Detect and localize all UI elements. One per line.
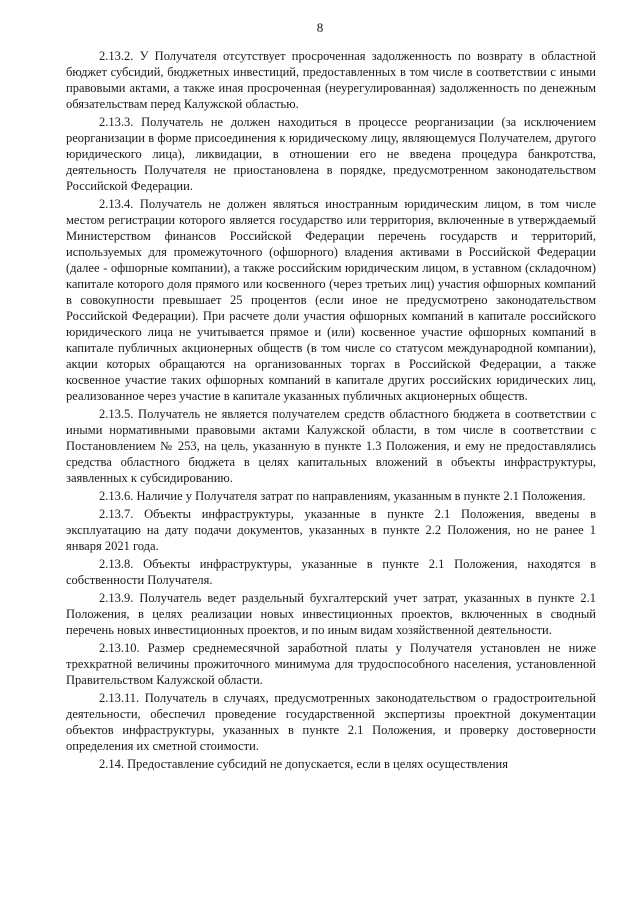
paragraph-2-13-3: 2.13.3. Получатель не должен находиться в процессе реорганизации (за исключением реорганизации в форме присоединения к юридическому лицу, являющемуся Получателем, другого юридического лица), ликвидации, в отношении его не введена процедура банкротства, деятельность Получателя не приостановлена в порядке, предусмотренном законодательством Российской Федерации. bbox=[66, 115, 596, 193]
paragraph-2-13-8: 2.13.8. Объекты инфраструктуры, указанные в пункте 2.1 Положения, находятся в собственности Получателя. bbox=[66, 557, 596, 587]
page-number: 8 bbox=[316, 20, 324, 35]
paragraph-2-13-4: 2.13.4. Получатель не должен являться иностранным юридическим лицом, в том числе местом регистрации которого является государство или территория, включенные в утверждаемый Министерством финансов Российской Федерации перечень государств и территорий, используемых для промежуточного (офшорного) владения активами в Российской Федерации (далее - офшорные компании), а также российским юридическим лицом, в уставном (складочном) капитале которого доля прямого или косвенного (через третьих лиц) участия офшорных компаний в совокупности превышает 25 процентов (если иное не предусмотрено законодательством Российской Федерации). При расчете доли участия офшорных компаний в капитале российского юридического лица не учитывается прямое и (или) косвенное участие офшорных компаний в капитале публичных акционерных обществ (в том числе со статусом международной компании), акции которых обращаются на организованных торгах в Российской Федерации, а также косвенное участие таких офшорных компаний в капитале других российских юридических лиц, реализованное через участие в капитале указанных публичных акционерных обществ. bbox=[66, 197, 596, 403]
paragraph-2-13-9: 2.13.9. Получатель ведет раздельный бухгалтерский учет затрат, указанных в пункте 2.1 Положения, в целях реализации новых инвестиционных проектов, включенных в сводный перечень новых инвестиционных проектов, и по иным видам хозяйственной деятельности. bbox=[66, 591, 596, 637]
paragraph-2-13-5: 2.13.5. Получатель не является получателем средств областного бюджета в соответствии с иными нормативными правовыми актами Калужской области, в том числе в соответствии с Постановлением № 253, на цель, указанную в пункте 1.3 Положения, и ему не предоставлялись средства областного бюджета в целях капитальных вложений в объекты инфраструктуры, заявленных к субсидированию. bbox=[66, 407, 596, 485]
document-body bbox=[66, 48, 596, 774]
paragraph-2-13-10: 2.13.10. Размер среднемесячной заработной платы у Получателя установлен не ниже трехкратной величины прожиточного минимума для трудоспособного населения, установленной Правительством Калужской области. bbox=[66, 641, 596, 687]
paragraph-2-13-11: 2.13.11. Получатель в случаях, предусмотренных законодательством о градостроительной деятельности, обеспечил проведение государственной экспертизы проектной документации объектов инфраструктуры, указанных в пункте 2.1 Положения, и проверку достоверности определения их сметной стоимости. bbox=[66, 691, 596, 753]
paragraph-2-14: 2.14. Предоставление субсидий не допускается, если в целях осуществления bbox=[99, 757, 508, 771]
paragraph-2-13-7: 2.13.7. Объекты инфраструктуры, указанные в пункте 2.1 Положения, введены в эксплуатацию на дату подачи документов, указанных в пункте 2.2 Положения, но не ранее 1 января 2021 года. bbox=[66, 507, 596, 553]
paragraph-2-13-2: 2.13.2. У Получателя отсутствует просроченная задолженность по возврату в областной бюджет субсидий, бюджетных инвестиций, предоставленных в том числе в соответствии с иными правовыми актами, а также иная просроченная (неурегулированная) задолженность по денежным обязательствам перед Калужской областью. bbox=[66, 49, 596, 111]
paragraph-2-13-6: 2.13.6. Наличие у Получателя затрат по направлениям, указанным в пункте 2.1 Положения. bbox=[99, 489, 586, 503]
